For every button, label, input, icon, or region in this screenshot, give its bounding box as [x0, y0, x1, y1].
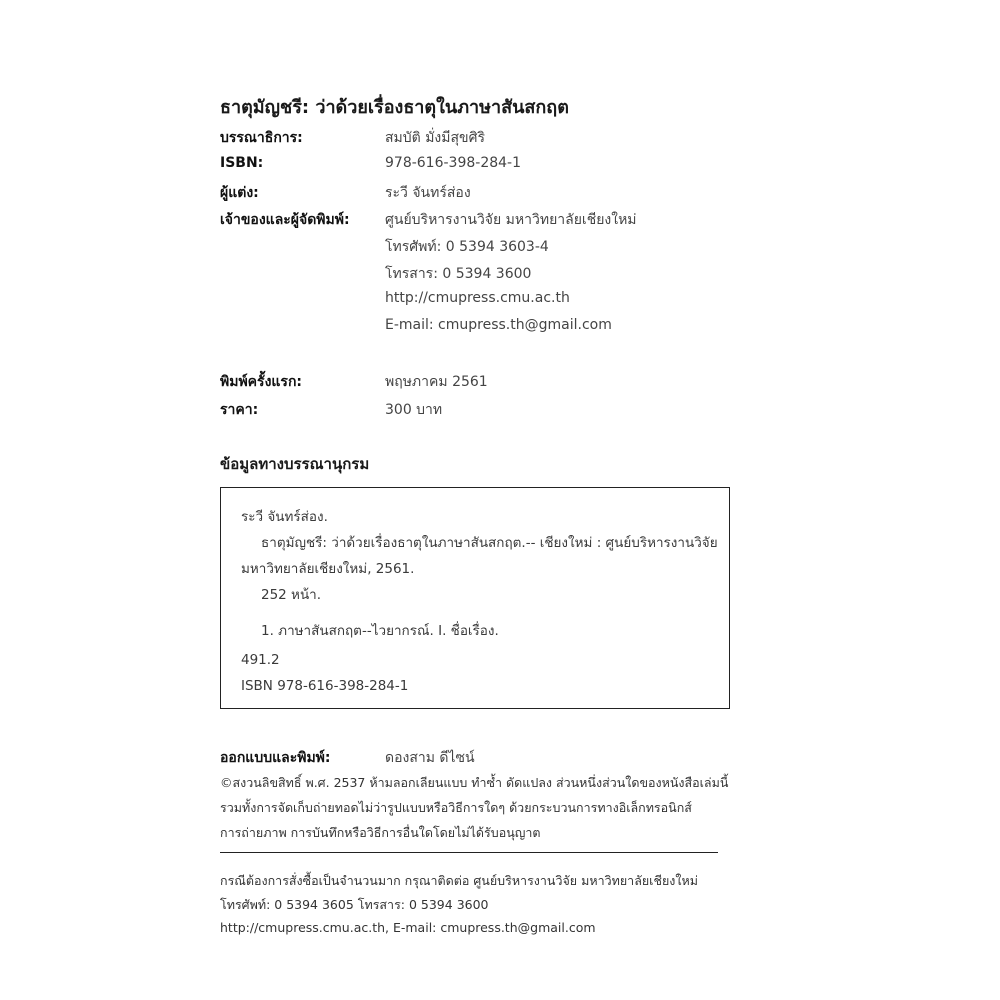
editor-label: บรรณาธิการ:: [220, 130, 303, 146]
price-label: ราคา:: [220, 402, 259, 418]
catalog-record-box: [220, 487, 730, 709]
author-value: ระวี จันทร์ส่อง: [385, 185, 471, 201]
publisher-email: E-mail: cmupress.th@gmail.com: [385, 317, 612, 333]
copyright-line-1: ©สงวนลิขสิทธิ์ พ.ศ. 2537 ห้ามลอกเลียนแบบ ทำซ้ำ ดัดแปลง ส่วนหนึ่งส่วนใดของหนังสือเล่มนี้: [220, 775, 729, 790]
copyright-line-3: การถ่ายภาพ การบันทึกหรือวิธีการอื่นใดโดยไม่ได้รับอนุญาต: [220, 825, 541, 840]
footer-web-email: http://cmupress.cmu.ac.th, E-mail: cmupress.th@gmail.com: [220, 920, 596, 935]
publisher-value: ศูนย์บริหารงานวิจัย มหาวิทยาลัยเชียงใหม่: [385, 212, 637, 228]
publisher-label: เจ้าของและผู้จัดพิมพ์:: [220, 212, 350, 228]
first-print-value: พฤษภาคม 2561: [385, 374, 488, 390]
isbn-value: 978-616-398-284-1: [385, 155, 522, 171]
catalog-isbn: ISBN 978-616-398-284-1: [241, 678, 409, 694]
price-value: 300 บาท: [385, 402, 443, 418]
publisher-fax: โทรสาร: 0 5394 3600: [385, 266, 532, 282]
copyright-line-2: รวมทั้งการจัดเก็บถ่ายทอดไม่ว่ารูปแบบหรือวิธีการใดๆ ด้วยกระบวนการทางอิเล็กทรอนิกส์: [220, 800, 692, 815]
publisher-phone: โทรศัพท์: 0 5394 3603-4: [385, 239, 549, 255]
editor-value: สมบัติ มั่งมีสุขศิริ: [385, 130, 486, 146]
author-label: ผู้แต่ง:: [220, 185, 259, 201]
catalog-title-line1: ธาตุมัญชรี: ว่าด้วยเรื่องธาตุในภาษาสันสกฤต.-- เชียงใหม่ : ศูนย์บริหารงานวิจัย: [261, 535, 718, 551]
catalog-heading: ข้อมูลทางบรรณานุกรม: [220, 455, 370, 473]
isbn-label: ISBN:: [220, 155, 264, 171]
catalog-class-number: 491.2: [241, 652, 280, 668]
first-print-label: พิมพ์ครั้งแรก:: [220, 374, 303, 390]
footer-divider: [220, 852, 718, 853]
book-title: ธาตุมัญชรี: ว่าด้วยเรื่องธาตุในภาษาสันสกฤต: [220, 97, 569, 118]
footer-order-info: กรณีต้องการสั่งซื้อเป็นจำนวนมาก กรุณาติดต่อ ศูนย์บริหารงานวิจัย มหาวิทยาลัยเชียงใหม่: [220, 873, 698, 888]
catalog-subjects: 1. ภาษาสันสกฤต--ไวยากรณ์. I. ชื่อเรื่อง.: [261, 623, 499, 639]
catalog-title-line2: มหาวิทยาลัยเชียงใหม่, 2561.: [241, 561, 415, 577]
publisher-website: http://cmupress.cmu.ac.th: [385, 290, 570, 306]
footer-phone-fax: โทรศัพท์: 0 5394 3605 โทรสาร: 0 5394 3600: [220, 897, 489, 912]
catalog-pages: 252 หน้า.: [261, 587, 322, 603]
design-label: ออกแบบและพิมพ์:: [220, 750, 331, 766]
design-value: ดองสาม ดีไซน์: [385, 750, 475, 766]
catalog-author: ระวี จันทร์ส่อง.: [241, 509, 328, 525]
